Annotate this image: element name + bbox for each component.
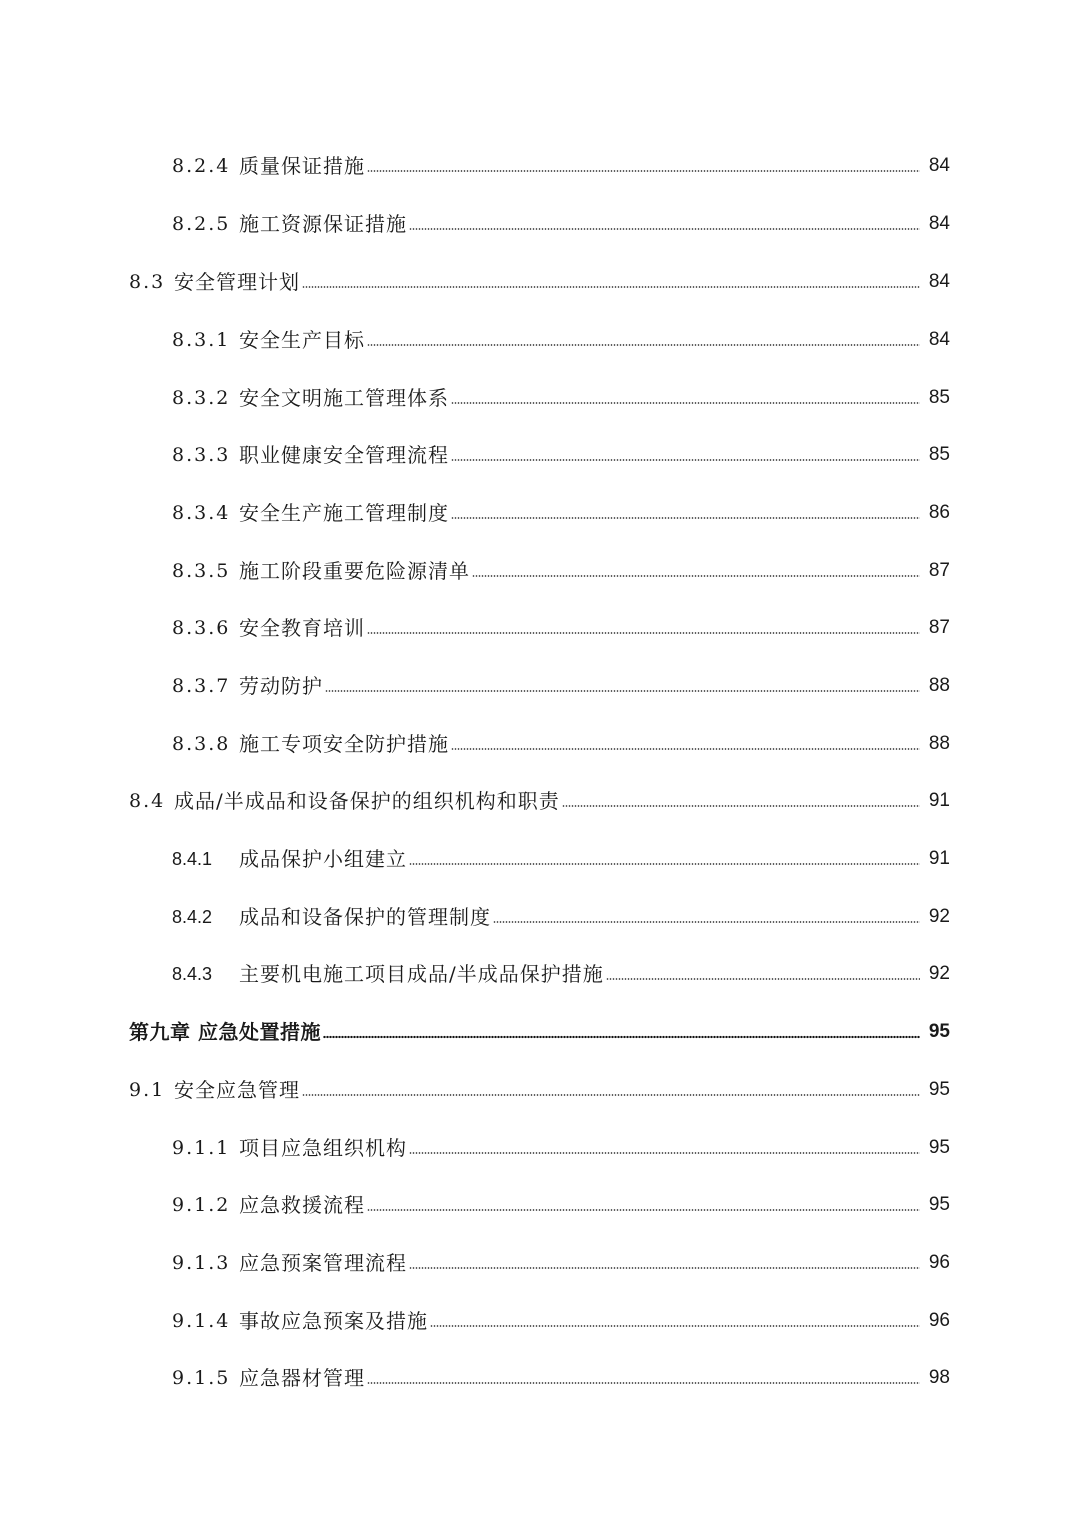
toc-entry-number: 8.3.1: [172, 329, 231, 351]
dot-leader: [325, 689, 920, 693]
toc-entry-title: 主要机电施工项目成品/半成品保护措施: [239, 962, 604, 986]
toc-entry-page: 86: [928, 502, 950, 523]
toc-entry-title: 成品和设备保护的管理制度: [239, 905, 491, 929]
toc-entry-title: 施工资源保证措施: [239, 212, 407, 236]
toc-entry-title: 应急预案管理流程: [239, 1251, 407, 1275]
toc-entry-page: 84: [928, 213, 950, 234]
toc-entry-8-3-7[interactable]: [0, 658, 1080, 698]
dot-leader: [367, 169, 920, 173]
dot-leader: [430, 1324, 920, 1328]
dot-leader: [606, 977, 920, 981]
toc-entry-page: 84: [928, 155, 950, 176]
dot-leader: [302, 285, 920, 289]
toc-entry-title: 质量保证措施: [239, 154, 365, 178]
toc-entry-number: 9.1.2: [172, 1194, 231, 1216]
toc-entry-page: 87: [928, 560, 950, 581]
toc-entry-number: 9.1.5: [172, 1367, 231, 1389]
dot-leader: [367, 1208, 920, 1212]
dot-leader: [367, 631, 920, 635]
toc-entry-title: 职业健康安全管理流程: [239, 443, 449, 467]
toc-entry-chapter-9[interactable]: [0, 1004, 1080, 1044]
toc-entry-number: 8.3.2: [172, 387, 231, 409]
toc-entry-title: 安全文明施工管理体系: [239, 386, 449, 410]
toc-entry-page: 91: [928, 790, 950, 811]
toc-chapter-title: 第九章 应急处置措施: [129, 1020, 321, 1044]
toc-entry-title: 应急器材管理: [239, 1366, 365, 1390]
toc-entry-title: 施工专项安全防护措施: [239, 732, 449, 756]
toc-entry-title: 应急救援流程: [239, 1193, 365, 1217]
toc-entry-title: 安全教育培训: [239, 616, 365, 640]
toc-entry-8-3[interactable]: [0, 254, 1080, 294]
dot-leader: [562, 804, 920, 808]
toc-entry-8-4-1[interactable]: [0, 831, 1080, 871]
toc-entry-page: 88: [928, 733, 950, 754]
dot-leader: [302, 1093, 920, 1097]
toc-entry-title: 成品/半成品和设备保护的组织机构和职责: [174, 789, 560, 813]
toc-entry-number: 8.3: [129, 271, 166, 293]
dot-leader: [472, 574, 920, 578]
toc-entry-page: 92: [928, 906, 950, 927]
toc-entry-page: 87: [928, 617, 950, 638]
toc-entry-number: 9.1.1: [172, 1137, 231, 1159]
toc-entry-8-4-3[interactable]: [0, 946, 1080, 986]
toc-entry-9-1-2[interactable]: [0, 1177, 1080, 1217]
toc-entry-number: 8.2.4: [172, 155, 231, 177]
toc-entry-number: 8.4.2: [172, 907, 213, 927]
toc-entry-page: 95: [928, 1021, 950, 1042]
toc-entry-number: 8.4.3: [172, 964, 213, 984]
toc-entry-page: 91: [928, 848, 950, 869]
toc-entry-page: 98: [928, 1367, 950, 1388]
toc-entry-9-1-3[interactable]: [0, 1235, 1080, 1275]
toc-entry-page: 85: [928, 387, 950, 408]
dot-leader: [409, 1266, 920, 1270]
dot-leader: [409, 1151, 920, 1155]
toc-entry-8-3-6[interactable]: [0, 600, 1080, 640]
toc-entry-title: 施工阶段重要危险源清单: [239, 559, 470, 583]
toc-entry-number: 9.1.4: [172, 1310, 231, 1332]
toc-entry-title: 劳动防护: [239, 674, 323, 698]
toc-entry-title: 安全应急管理: [174, 1078, 300, 1102]
toc-entry-8-3-4[interactable]: [0, 485, 1080, 525]
toc-entry-number: 8.3.4: [172, 502, 231, 524]
toc-entry-page: 95: [928, 1079, 950, 1100]
dot-leader: [409, 862, 920, 866]
toc-entry-title: 安全生产施工管理制度: [239, 501, 449, 525]
toc-entry-page: 84: [928, 329, 950, 350]
toc-entry-number: 8.3.6: [172, 617, 231, 639]
dot-leader: [367, 343, 920, 347]
toc-entry-number: 9.1.3: [172, 1252, 231, 1274]
dot-leader: [323, 1035, 920, 1039]
toc-entry-page: 95: [928, 1137, 950, 1158]
toc-entry-number: 8.3.3: [172, 444, 231, 466]
toc-entry-9-1-1[interactable]: [0, 1120, 1080, 1160]
toc-entry-page: 92: [928, 963, 950, 984]
toc-entry-8-3-8[interactable]: [0, 716, 1080, 756]
toc-entry-page: 88: [928, 675, 950, 696]
toc-entry-title: 事故应急预案及措施: [239, 1309, 428, 1333]
toc-entry-title: 项目应急组织机构: [239, 1136, 407, 1160]
dot-leader: [409, 227, 920, 231]
toc-entry-8-4[interactable]: [0, 773, 1080, 813]
toc-entry-number: 8.3.5: [172, 560, 231, 582]
dot-leader: [367, 1381, 920, 1385]
toc-entry-title: 成品保护小组建立: [239, 847, 407, 871]
toc-entry-number: 9.1: [129, 1079, 166, 1101]
toc-entry-9-1-4[interactable]: [0, 1293, 1080, 1333]
toc-entry-page: 84: [928, 271, 950, 292]
toc-entry-number: 8.4: [129, 790, 166, 812]
toc-entry-page: 96: [928, 1310, 950, 1331]
dot-leader: [451, 747, 920, 751]
dot-leader: [451, 458, 920, 462]
toc-entry-8-3-2[interactable]: [0, 370, 1080, 410]
toc-entry-9-1[interactable]: [0, 1062, 1080, 1102]
toc-entry-8-3-3[interactable]: [0, 427, 1080, 467]
toc-entry-8-2-5[interactable]: [0, 196, 1080, 236]
toc-entry-page: 96: [928, 1252, 950, 1273]
toc-entry-9-1-5[interactable]: [0, 1350, 1080, 1390]
toc-entry-number: 8.3.7: [172, 675, 231, 697]
toc-entry-8-4-2[interactable]: [0, 889, 1080, 929]
toc-entry-title: 安全管理计划: [174, 270, 300, 294]
toc-entry-8-3-1[interactable]: [0, 312, 1080, 352]
toc-entry-number: 8.3.8: [172, 733, 231, 755]
toc-entry-page: 85: [928, 444, 950, 465]
toc-entry-8-3-5[interactable]: [0, 543, 1080, 583]
dot-leader: [451, 516, 920, 520]
toc-entry-number: 8.2.5: [172, 213, 231, 235]
dot-leader: [451, 401, 920, 405]
toc-entry-title: 安全生产目标: [239, 328, 365, 352]
toc-entry-number: 8.4.1: [172, 849, 213, 869]
dot-leader: [493, 920, 920, 924]
toc-entry-8-2-4[interactable]: [0, 138, 1080, 178]
toc-entry-page: 95: [928, 1194, 950, 1215]
